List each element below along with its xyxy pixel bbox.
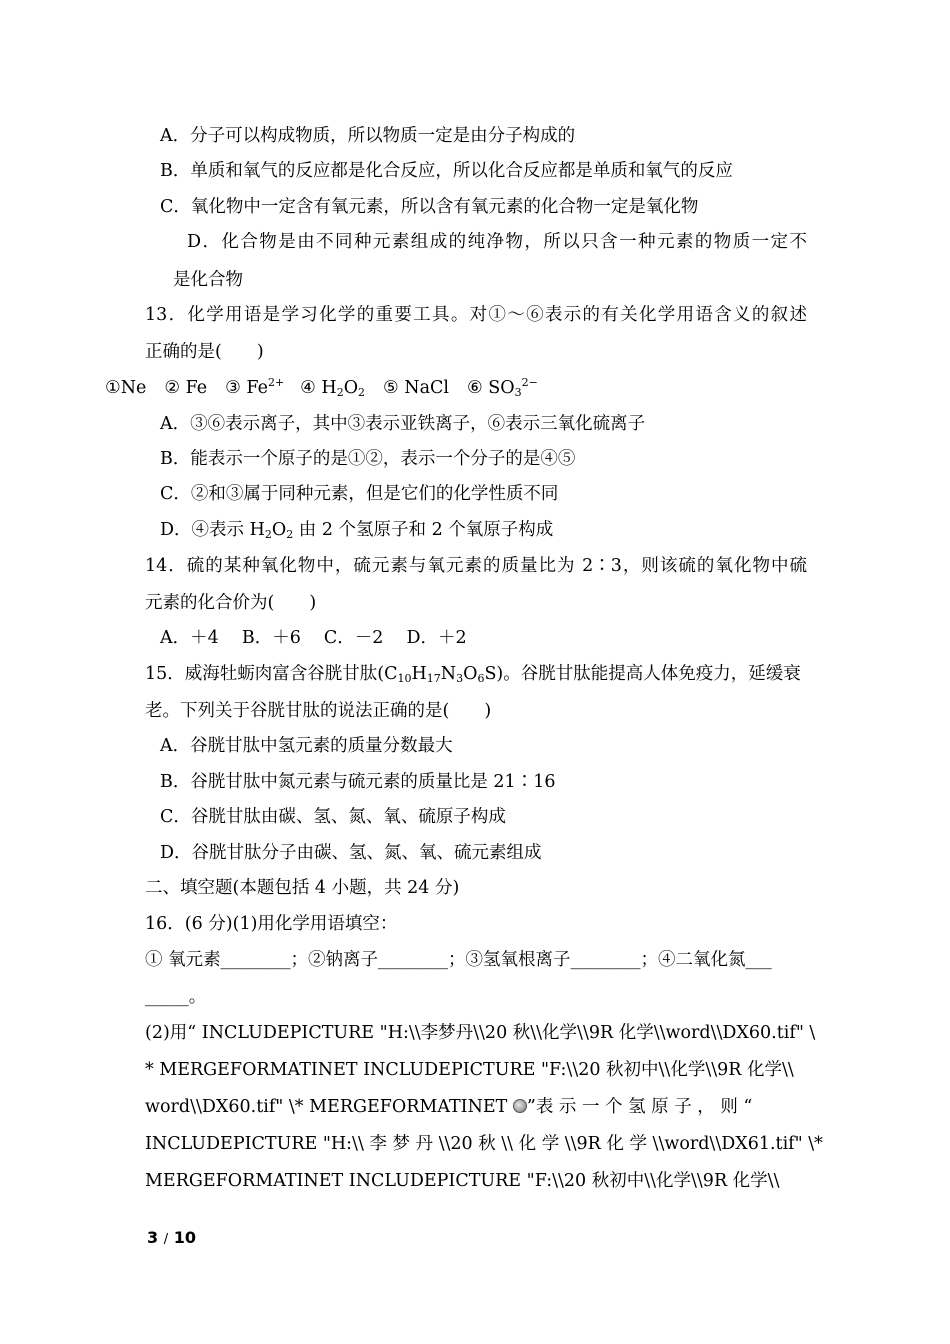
symbol-3: ③ $Fe^{2+}$ xyxy=(225,376,285,398)
q13-option-b: B．能表示一个原子的是①②，表示一个分子的是④⑤ xyxy=(160,449,576,469)
q13-stem-line1: 13．化学用语是学习化学的重要工具。对①～⑥表示的有关化学用语含义的叙述 xyxy=(145,305,807,325)
q12-option-d-line2: 是化合物 xyxy=(173,270,243,290)
q12-option-a: A．分子可以构成物质，所以物质一定是由分子构成的 xyxy=(160,126,576,146)
q16-stem: 16．(6 分)(1)用化学用语填空： xyxy=(145,914,398,934)
q16-part2-line1: (2)用“ INCLUDEPICTURE "H:\\李梦丹\\20 秋\\化学\\9R 化学\\word\\DX60.tif" \ xyxy=(145,1023,816,1043)
hydrogen-atom-icon xyxy=(513,1099,527,1113)
q16-fill-line1: ① 氧元素________；②钠离子________；③氢氧根离子________；④二氧化氮___ xyxy=(145,950,772,970)
q12-option-b: B．单质和氧气的反应都是化合反应，所以化合反应都是单质和氧气的反应 xyxy=(160,161,733,181)
q15-option-b: B．谷胱甘肽中氮元素与硫元素的质量比是 21∶16 xyxy=(160,772,556,792)
q15-option-c: C．谷胱甘肽由碳、氢、氮、氧、硫原子构成 xyxy=(160,807,506,827)
q15-option-d: D．谷胱甘肽分子由碳、氢、氮、氧、硫元素组成 xyxy=(160,843,542,863)
q16-part2-line4: INCLUDEPICTURE "H:\\ 李 梦 丹 \\20 秋 \\ 化 学 \\9R 化 学 \\word\\DX61.tif" \* xyxy=(145,1134,823,1154)
q15-option-a: A．谷胱甘肽中氢元素的质量分数最大 xyxy=(160,736,453,756)
symbol-2: ② Fe xyxy=(164,378,208,398)
q13-option-d: D．④表示 $H_2O_2$ 由 2 个氢原子和 2 个氧原子构成 xyxy=(160,520,554,541)
q16-part2-line3: word\\DX60.tif" \* MERGEFORMATINET ”表 示 一 个 氢 原 子 ， 则 “ xyxy=(145,1097,753,1117)
q15-stem-line2: 老。下列关于谷胱甘肽的说法正确的是( ) xyxy=(145,701,492,721)
q12-option-d-line1: D．化合物是由不同种元素组成的纯净物，所以只含一种元素的物质一定不 xyxy=(187,232,807,252)
q13-option-a: A．③⑥表示离子，其中③表示亚铁离子，⑥表示三氧化硫离子 xyxy=(160,414,646,434)
q13-symbols xyxy=(105,376,538,400)
symbol-6: ⑥ $SO_3^{2-}$ xyxy=(467,376,538,399)
q14-stem-line2: 元素的化合价为( ) xyxy=(145,593,317,613)
q16-fill-line2: _____。 xyxy=(145,987,207,1007)
q15-stem-line1: 15．威海牡蛎肉富含谷胱甘肽$(C_{10}H_{17}N_3O_6S)$。谷胱甘肽能提高人体免疫力，延缓衰 xyxy=(145,664,801,685)
q13-option-c: C．②和③属于同种元素，但是它们的化学性质不同 xyxy=(160,484,559,504)
page-number: 3 / 10 xyxy=(147,1228,196,1247)
section-heading: 二、填空题(本题包括 4 小题，共 24 分) xyxy=(145,878,460,898)
q16-part2-line2: * MERGEFORMATINET INCLUDEPICTURE "F:\\20 秋初中\\化学\\9R 化学\\ xyxy=(145,1060,794,1080)
symbol-4: ④ $H_2O_2$ xyxy=(300,378,366,399)
q16-part2-line5: MERGEFORMATINET INCLUDEPICTURE "F:\\20 秋初中\\化学\\9R 化学\\ xyxy=(145,1171,780,1191)
symbol-1: ①Ne xyxy=(105,378,147,398)
q13-stem-line2: 正确的是( ) xyxy=(145,342,264,362)
q12-option-c: C．氧化物中一定含有氧元素，所以含有氧元素的化合物一定是氧化物 xyxy=(160,197,699,217)
symbol-5: ⑤ NaCl xyxy=(383,378,450,398)
q14-stem-line1: 14．硫的某种氧化物中，硫元素与氧元素的质量比为 2∶3，则该硫的氧化物中硫 xyxy=(145,556,807,576)
q14-options: A．＋4 B．＋6 C．－2 D．＋2 xyxy=(160,628,467,648)
